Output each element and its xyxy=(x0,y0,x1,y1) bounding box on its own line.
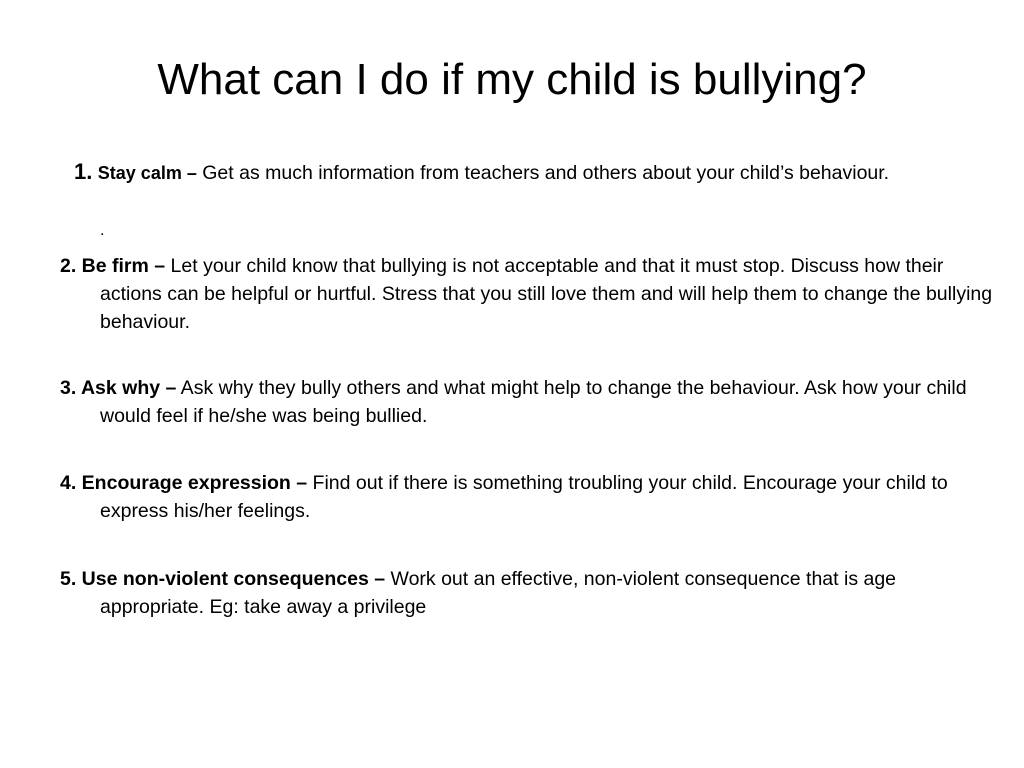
item-lead: Stay calm – xyxy=(97,163,197,183)
list-item-encourage-expression xyxy=(60,469,1000,525)
list-item-be-firm xyxy=(60,252,1000,336)
item-number: 1. xyxy=(74,159,93,184)
item-text: Let your child know that bullying is not acceptable and that it must stop. Discuss how their actions can be helpful or hurtful. Stress that you still love them and will help them to change the bullying behaviour. xyxy=(100,255,993,333)
item-text: Work out an effective, non-violent consequence that is age appropriate. Eg: take away a privilege xyxy=(100,568,897,618)
item-lead: 4. Encourage expression – xyxy=(60,472,308,494)
list-item-non-violent-consequences xyxy=(60,565,1000,621)
item-lead: 3. Ask why – xyxy=(60,377,177,399)
list-item-stay-calm xyxy=(74,156,980,189)
stray-dot: . xyxy=(100,222,105,239)
item-text: Get as much information from teachers and others about your child’s behaviour. xyxy=(196,162,890,184)
item-text: Ask why they bully others and what might help to change the behaviour. Ask how your child would feel if he/she was being bullied. xyxy=(100,377,967,427)
slide-title: What can I do if my child is bullying? xyxy=(157,55,867,104)
item-lead: 5. Use non-violent consequences – xyxy=(60,568,386,590)
item-lead: 2. Be firm – xyxy=(60,255,166,277)
list-item-ask-why xyxy=(60,374,1000,430)
item-text: Find out if there is something troubling your child. Encourage your child to express his/her feelings. xyxy=(100,472,948,522)
